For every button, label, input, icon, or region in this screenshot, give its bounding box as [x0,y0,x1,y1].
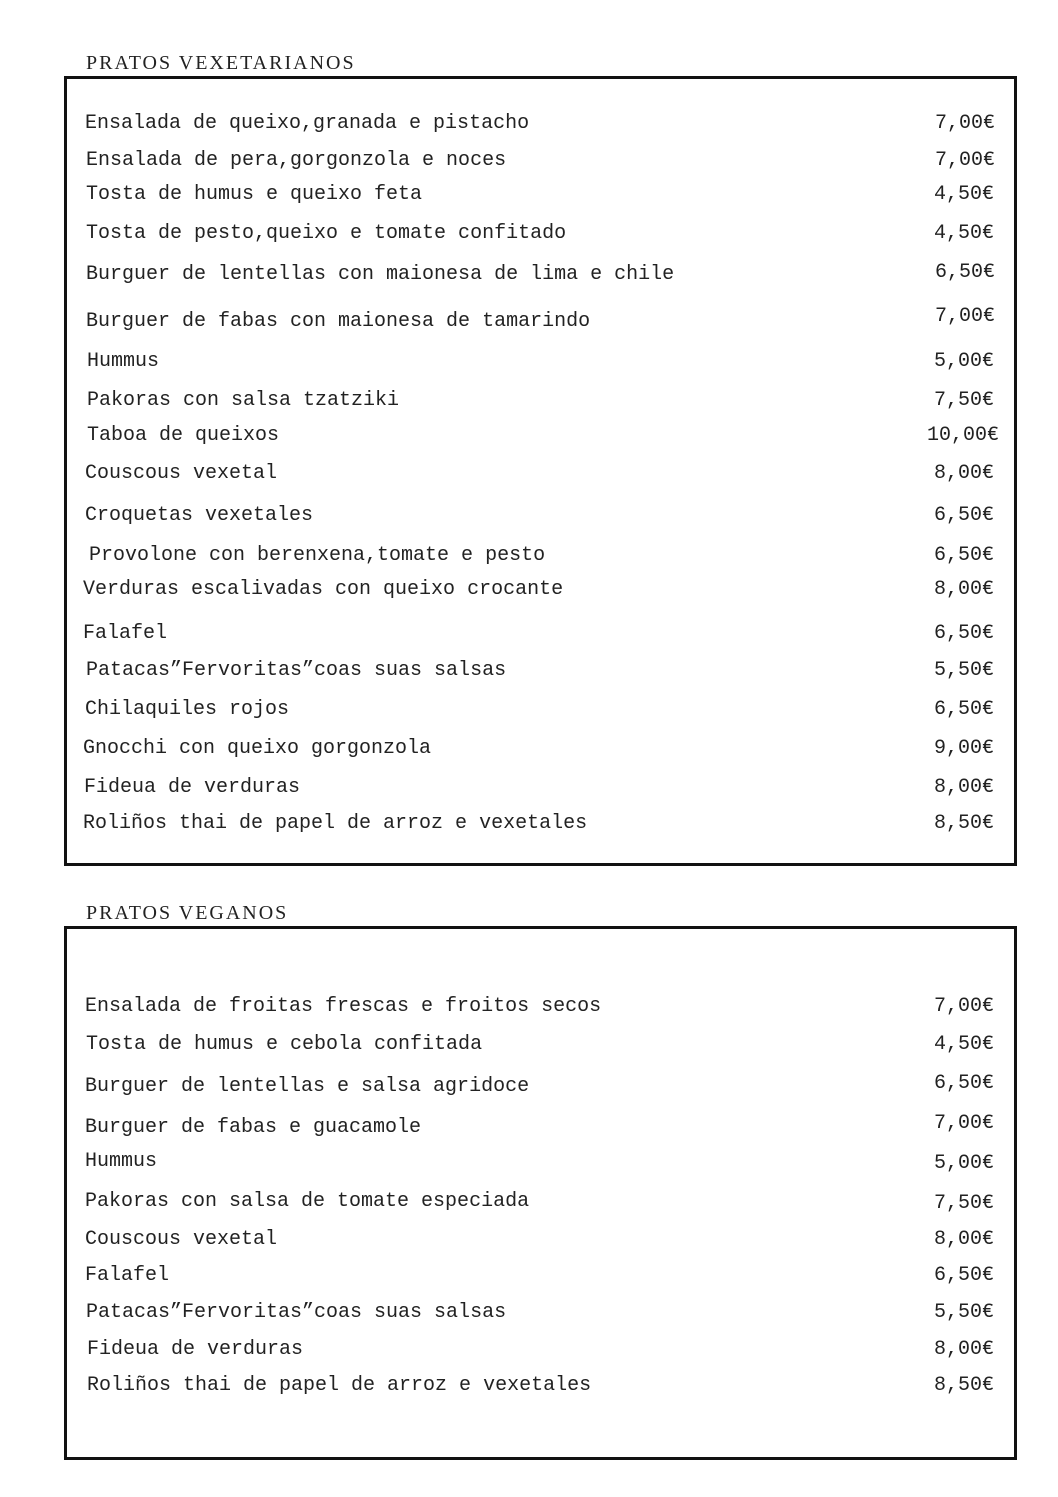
menu-item-name: Pakoras con salsa de tomate especiada [85,1190,530,1213]
menu-item-price: 4,50€ [934,222,995,245]
menu-item-name: Tosta de humus e queixo feta [86,183,423,206]
menu-item-price: 7,00€ [935,149,996,172]
menu-item-price: 6,50€ [934,698,995,721]
menu-item-name: Taboa de queixos [87,424,280,447]
vegan-section-title: PRATOS VEGANOS [86,902,289,924]
menu-item-name: Provolone con berenxena,tomate e pesto [89,544,546,567]
menu-item-name: Tosta de pesto,queixo e tomate confitado [86,222,567,245]
menu-item-name: Ensalada de froitas frescas e froitos secos [85,995,602,1018]
menu-item-price: 7,00€ [935,112,996,135]
menu-item-name: Patacas”Fervoritas”coas suas salsas [86,1301,507,1324]
menu-item-price: 7,00€ [935,305,996,328]
vegetarian-menu-box [64,76,1017,866]
menu-item-price: 8,50€ [934,812,995,835]
menu-item-price: 8,00€ [934,1228,995,1251]
vegan-menu-box [64,926,1017,1460]
menu-item-name: Verduras escalivadas con queixo crocante [83,578,564,601]
menu-item-name: Tosta de humus e cebola confitada [86,1033,483,1056]
vegetarian-section-title: PRATOS VEXETARIANOS [86,52,356,74]
menu-item-price: 5,00€ [934,1152,995,1175]
menu-item-name: Chilaquiles rojos [85,698,290,721]
menu-item-name: Roliños thai de papel de arroz e vexetales [83,812,588,835]
menu-item-name: Patacas”Fervoritas”coas suas salsas [86,659,507,682]
menu-item-price: 7,50€ [934,1192,995,1215]
menu-item-name: Couscous vexetal [85,462,278,485]
menu-item-name: Burguer de lentellas e salsa agridoce [85,1075,530,1098]
menu-item-price: 8,50€ [934,1374,995,1397]
menu-item-name: Falafel [85,1264,170,1287]
menu-item-name: Fideua de verduras [87,1338,304,1361]
menu-item-price: 5,50€ [934,659,995,682]
menu-item-name: Croquetas vexetales [85,504,314,527]
menu-item-price: 8,00€ [934,462,995,485]
menu-item-price: 8,00€ [934,776,995,799]
menu-item-price: 4,50€ [934,1033,995,1056]
menu-item-name: Roliños thai de papel de arroz e vexetales [87,1374,592,1397]
menu-item-name: Falafel [83,622,168,645]
menu-item-price: 6,50€ [934,622,995,645]
menu-item-price: 5,00€ [934,350,995,373]
menu-item-price: 8,00€ [934,1338,995,1361]
menu-item-name: Fideua de verduras [84,776,301,799]
menu-item-price: 6,50€ [934,1072,995,1095]
menu-item-name: Burguer de fabas e guacamole [85,1116,422,1139]
menu-item-price: 7,50€ [934,389,995,412]
menu-item-name: Gnocchi con queixo gorgonzola [83,737,432,760]
menu-item-name: Hummus [85,1150,158,1173]
menu-item-price: 7,00€ [934,1112,995,1135]
menu-item-price: 6,50€ [934,544,995,567]
menu-item-name: Hummus [87,350,160,373]
menu-item-price: 10,00€ [927,424,1000,447]
menu-item-price: 8,00€ [934,578,995,601]
menu-item-name: Couscous vexetal [85,1228,278,1251]
menu-item-price: 9,00€ [934,737,995,760]
menu-item-name: Burguer de fabas con maionesa de tamarindo [86,310,591,333]
menu-item-price: 6,50€ [934,504,995,527]
menu-item-price: 7,00€ [934,995,995,1018]
menu-item-price: 5,50€ [934,1301,995,1324]
menu-item-price: 6,50€ [935,261,996,284]
menu-item-price: 6,50€ [934,1264,995,1287]
menu-item-name: Burguer de lentellas con maionesa de lima e chile [86,263,675,286]
menu-item-price: 4,50€ [934,183,995,206]
menu-item-name: Ensalada de queixo,granada e pistacho [85,112,530,135]
menu-item-name: Pakoras con salsa tzatziki [87,389,400,412]
menu-item-name: Ensalada de pera,gorgonzola e noces [86,149,507,172]
